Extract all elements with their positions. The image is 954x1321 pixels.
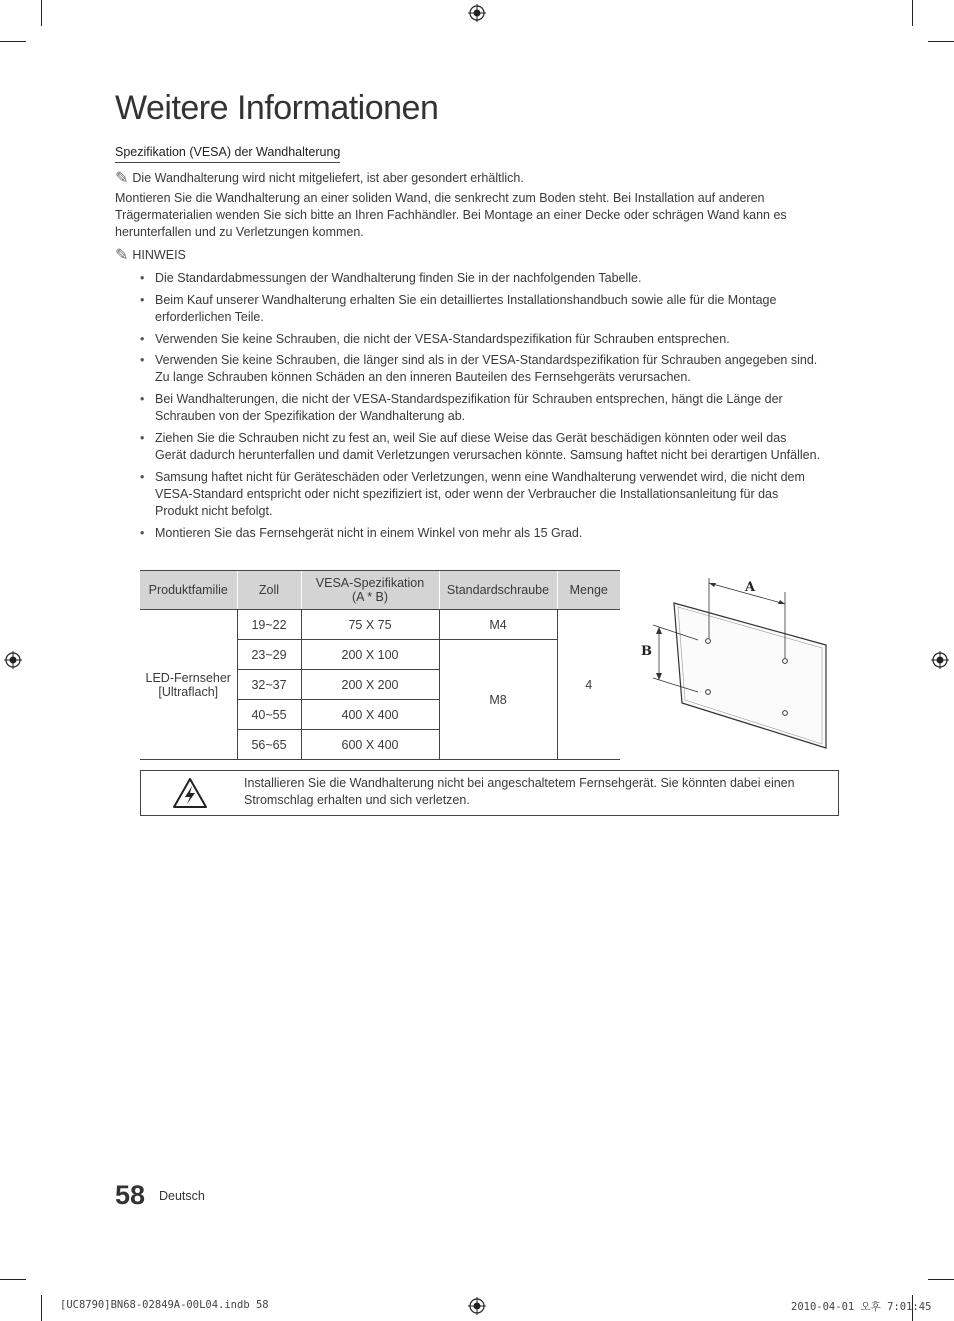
mounting-paragraph: Montieren Sie die Wandhalterung an einer soliden Wand, die senkrecht zum Boden steht. Bei Installation auf anderen Trägermaterialien wenden Sie sich bitte an Ihren Fachhändler. Bei Montage an einer Decke oder schrägen Wand kann es herunterfallen und zu Verletzungen kommen.	[115, 191, 787, 239]
vesa-cell: 200 X 200	[301, 670, 439, 700]
pencil-icon: ✎	[115, 170, 129, 187]
registration-mark-icon	[931, 651, 949, 669]
zoll-cell: 19~22	[237, 610, 301, 640]
list-item: • Beim Kauf unserer Wandhalterung erhalten Sie ein detailliertes Installationshandbuch sowie alle für die Montage erforderlichen Teile.	[137, 292, 821, 326]
registration-mark-icon	[468, 1297, 486, 1315]
crop-mark	[0, 41, 26, 42]
menge-cell: 4	[557, 610, 620, 760]
header-produktfamilie: Produktfamilie	[140, 571, 237, 610]
table-header-row	[140, 571, 620, 610]
registration-mark-icon	[4, 651, 22, 669]
zoll-cell: 56~65	[237, 730, 301, 760]
product-family-cell	[140, 610, 237, 760]
header-vesa	[301, 571, 439, 610]
header-menge: Menge	[557, 571, 620, 610]
hinweis-list	[137, 270, 821, 546]
print-footer-file: [UC8790]BN68-02849A-00L04.indb 58	[60, 1299, 269, 1311]
vesa-cell: 200 X 100	[301, 640, 439, 670]
note-line	[115, 170, 524, 187]
zoll-cell: 23~29	[237, 640, 301, 670]
pencil-icon: ✎	[115, 247, 129, 264]
list-item: • Verwenden Sie keine Schrauben, die nicht der VESA-Standardspezifikation für Schrauben entsprechen.	[137, 331, 821, 348]
vesa-cell: 600 X 400	[301, 730, 439, 760]
list-item: • Montieren Sie das Fernsehgerät nicht in einem Winkel von mehr als 15 Grad.	[137, 525, 821, 542]
zoll-cell: 40~55	[237, 700, 301, 730]
list-item: • Samsung haftet nicht für Geräteschäden oder Verletzungen, wenn eine Wandhalterung verwendet wird, die nicht dem VESA-Standard entspricht oder nicht spezifiziert ist, oder wenn der Verbraucher die Installationsanleitung für das Produkt nicht befolgt.	[137, 469, 821, 520]
crop-mark	[912, 0, 913, 26]
tv-back-diagram	[638, 570, 838, 760]
header-zoll: Zoll	[237, 571, 301, 610]
product-family-line2: [Ultraflach]	[158, 684, 219, 699]
crop-mark	[928, 41, 954, 42]
page-number: 58	[115, 1180, 146, 1210]
list-item: • Ziehen Sie die Schrauben nicht zu fest an, weil Sie auf diese Weise das Gerät beschädigen könnten oder weil das Gerät dadurch herunterfallen und damit Verletzungen verursachen könnte. Samsung haftet nicht bei derartigen Unfällen.	[137, 430, 821, 464]
zoll-cell: 32~37	[237, 670, 301, 700]
electric-shock-warning-icon	[172, 777, 208, 809]
dimension-b-label: B	[641, 644, 652, 659]
product-family-line1: LED-Fernseher	[145, 670, 231, 685]
crop-mark	[41, 0, 42, 26]
vesa-cell: 75 X 75	[301, 610, 439, 640]
crop-mark	[41, 1295, 42, 1321]
note-text: Die Wandhalterung wird nicht mitgeliefert, ist aber gesondert erhältlich.	[132, 171, 524, 185]
list-item: • Verwenden Sie keine Schrauben, die länger sind als in der VESA-Standardspezifikation für Schrauben angegeben sind. Zu lange Schrauben können Schäden an den inneren Bauteilen des Fernsehgeräts verursachen.	[137, 352, 821, 386]
crop-mark	[928, 1279, 954, 1280]
screw-cell: M4	[439, 610, 557, 640]
header-vesa-line2: (A * B)	[351, 590, 389, 604]
table-row	[140, 610, 620, 640]
registration-mark-icon	[468, 4, 486, 22]
warning-box	[140, 770, 839, 816]
page-title: Weitere Informationen	[115, 89, 439, 127]
tv-back-outline	[674, 603, 826, 748]
screw-cell: M8	[439, 640, 557, 760]
vesa-cell: 400 X 400	[301, 700, 439, 730]
hinweis-heading	[115, 247, 186, 264]
hinweis-label: HINWEIS	[132, 248, 186, 262]
page-language: Deutsch	[159, 1189, 205, 1203]
header-vesa-line1: VESA-Spezifikation	[315, 576, 425, 590]
print-footer-timestamp: 2010-04-01 오후 7:01:45	[791, 1301, 932, 1313]
list-item: • Die Standardabmessungen der Wandhalterung finden Sie in der nachfolgenden Tabelle.	[137, 270, 821, 287]
vesa-spec-table	[140, 570, 620, 760]
list-item: • Bei Wandhalterungen, die nicht der VESA-Standardspezifikation für Schrauben entsprechen, hängt die Länge der Schrauben von der Spezifikation der Wandhalterung ab.	[137, 391, 821, 425]
section-heading: Spezifikation (VESA) der Wandhalterung	[115, 145, 340, 163]
warning-text: Installieren Sie die Wandhalterung nicht bei angeschaltetem Fernsehgerät. Sie könnten dabei einen Stromschlag erhalten und sich verletzen.	[244, 776, 795, 807]
crop-mark	[0, 1279, 26, 1280]
header-standardschraube: Standardschraube	[439, 571, 557, 610]
dimension-a-label: A	[745, 580, 756, 595]
